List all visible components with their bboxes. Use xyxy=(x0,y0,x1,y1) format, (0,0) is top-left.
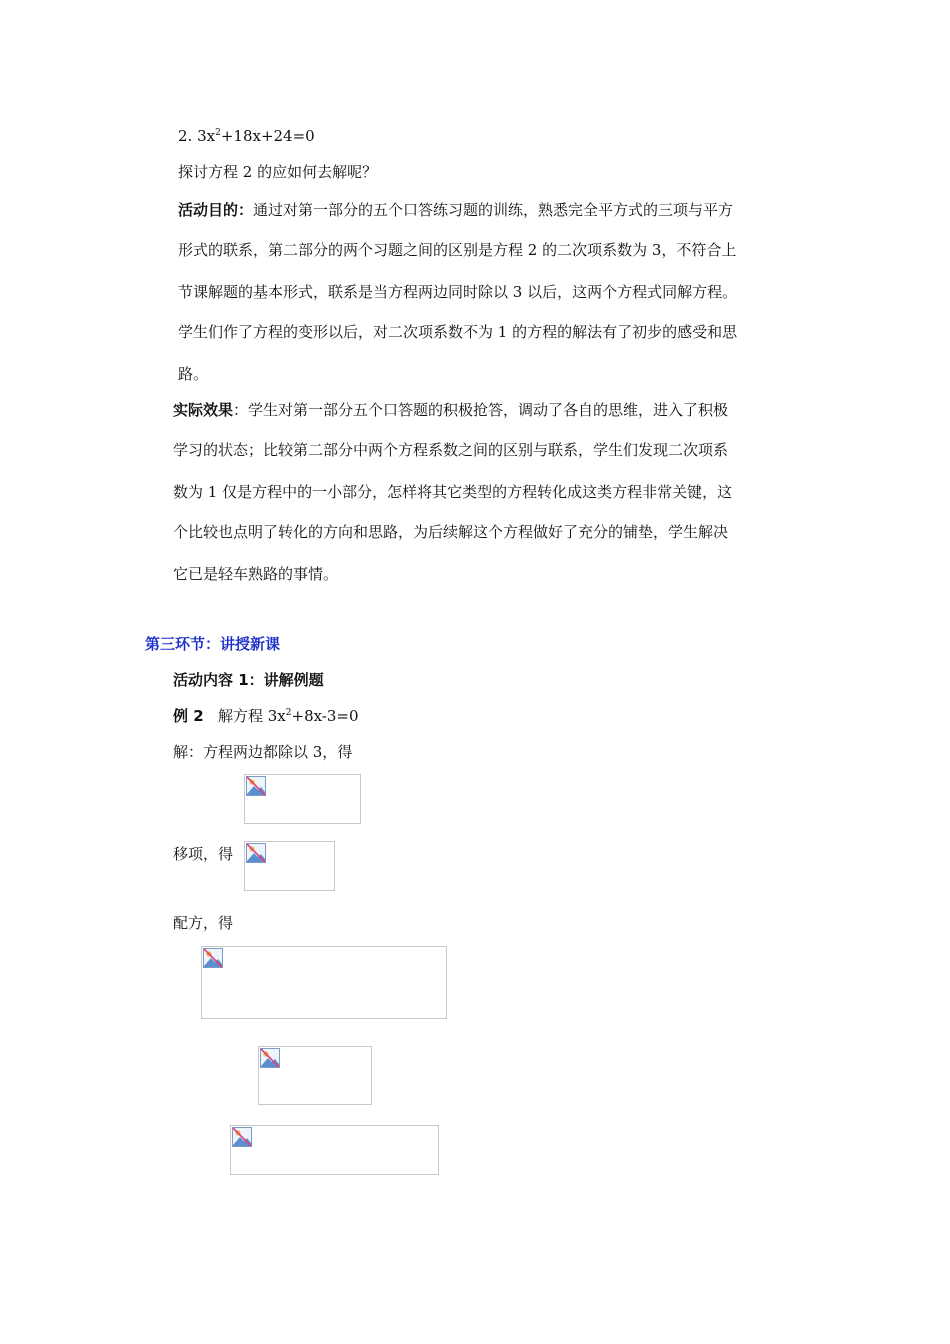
equation-2: 2. $3x^2+18x+24=0$ xyxy=(178,127,315,145)
effect-line-2: 学习的状态；比较第二部分中两个方程系数之间的区别与联系，学生们发现二次项系 xyxy=(173,441,729,459)
effect-line-3: 数为 1 仅是方程中的一小部分，怎样将其它类型的方程转化成这类方程非常关键，这 xyxy=(173,483,733,501)
formula-image-2 xyxy=(244,841,335,891)
purpose-line-4: 学生们作了方程的变形以后，对二次项系数不为 1 的方程的解法有了初步的感受和思 xyxy=(178,323,738,341)
question-line: 探讨方程 2 的应如何去解呢？ xyxy=(178,163,378,181)
effect-line-4: 个比较也点明了转化的方向和思路，为后续解这个方程做好了充分的铺垫，学生解决 xyxy=(173,523,729,541)
effect-line-5: 它已是轻车熟路的事情。 xyxy=(173,565,339,583)
step-complete-square: 配方，得 xyxy=(173,914,234,932)
step-divide: 解：方程两边都除以 3，得 xyxy=(173,743,353,761)
effect-label: 实际效果 xyxy=(173,401,234,419)
purpose-line-2: 形式的联系，第二部分的两个习题之间的区别是方程 2 的二次项系数为 3，不符合上 xyxy=(178,241,737,259)
purpose-label: 活动目的： xyxy=(178,201,254,219)
formula-image-1 xyxy=(244,774,361,824)
formula-image-3 xyxy=(201,946,447,1019)
purpose-line-1: 活动目的：通过对第一部分的五个口答练习题的训练，熟悉完全平方式的三项与平方 xyxy=(178,201,734,219)
example-line: 例 2 解方程 $3x^2+8x-3=0$ xyxy=(173,707,359,725)
section-title: 第三环节：讲授新课 xyxy=(145,635,281,653)
step-transpose: 移项，得 xyxy=(173,845,234,863)
activity-title: 活动内容 1：讲解例题 xyxy=(173,671,324,689)
purpose-line-5: 路。 xyxy=(178,365,209,383)
purpose-line-3: 节课解题的基本形式，联系是当方程两边同时除以 3 以后，这两个方程式同解方程。 xyxy=(178,283,738,301)
formula-image-5 xyxy=(230,1125,439,1175)
formula-image-4 xyxy=(258,1046,372,1105)
effect-line-1: 实际效果：学生对第一部分五个口答题的积极抢答，调动了各自的思维，进入了积极 xyxy=(173,401,729,419)
example-label: 例 2 xyxy=(173,707,204,725)
